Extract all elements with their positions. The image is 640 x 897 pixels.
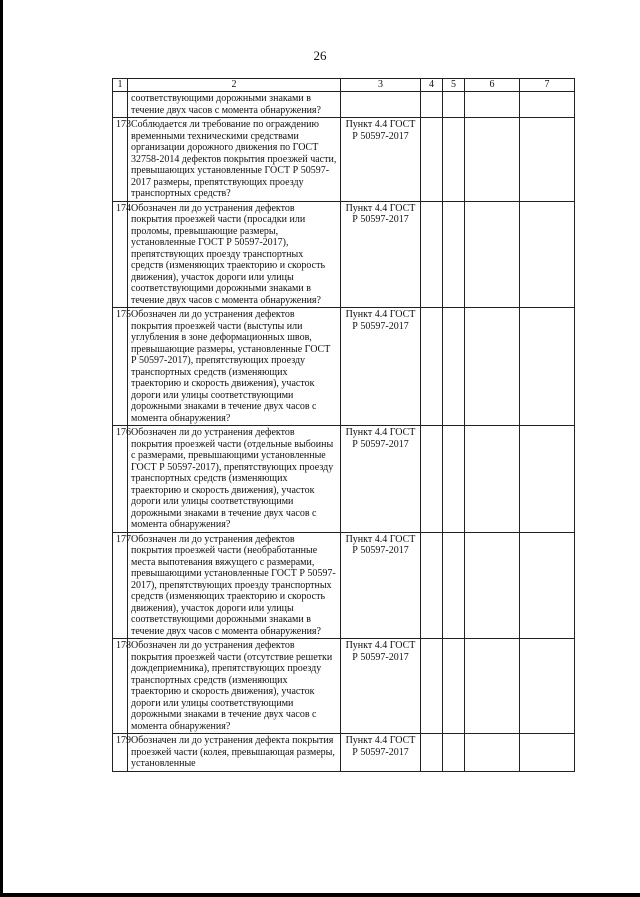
table-row bbox=[113, 734, 575, 772]
row-question: Обозначен ли до устранения дефектов покрытия проезжей части (отдельные выбоины с размерами, превышающими установленные ГОСТ Р 50597-2017), препятствующих проезду транспортных средств (изменяющих траекторию и скорость движения), участок дороги или улицы соответствующими дорожными знаками в течение двух часов с момента обнаружения? bbox=[128, 426, 341, 533]
row-cell-5 bbox=[443, 426, 465, 533]
row-number bbox=[113, 92, 128, 118]
row-cell-6 bbox=[465, 118, 520, 202]
row-number: 177 bbox=[113, 532, 128, 639]
row-reference: Пункт 4.4 ГОСТ Р 50597-2017 bbox=[341, 532, 421, 639]
row-cell-7 bbox=[520, 639, 575, 734]
row-cell-4 bbox=[421, 426, 443, 533]
row-cell-7 bbox=[520, 426, 575, 533]
row-reference: Пункт 4.4 ГОСТ Р 50597-2017 bbox=[341, 118, 421, 202]
row-reference: Пункт 4.4 ГОСТ Р 50597-2017 bbox=[341, 308, 421, 426]
row-cell-6 bbox=[465, 426, 520, 533]
row-cell-7 bbox=[520, 734, 575, 772]
row-question: Обозначен ли до устранения дефектов покрытия проезжей части (отсутствие решетки дождеприемника), препятствующих проезду транспортных средств (изменяющих траекторию и скорость движения), участок дороги или улицы соответствующими дорожными знаками в течение двух часов с момента обнаружения? bbox=[128, 639, 341, 734]
header-col-1: 1 bbox=[113, 79, 128, 92]
row-number: 173 bbox=[113, 118, 128, 202]
row-cell-5 bbox=[443, 639, 465, 734]
table-row bbox=[113, 118, 575, 202]
table-row bbox=[113, 426, 575, 533]
row-cell-6 bbox=[465, 532, 520, 639]
table-header-row bbox=[113, 79, 575, 92]
row-cell-5 bbox=[443, 201, 465, 308]
row-question: Обозначен ли до устранения дефектов покрытия проезжей части (просадки или проломы, превышающие размеры, установленные ГОСТ Р 50597-2017), препятствующих проезду транспортных средств (изменяющих траекторию и скорость движения), участок дороги или улицы соответствующими дорожными знаками в течение двух часов с момента обнаружения? bbox=[128, 201, 341, 308]
row-question: Обозначен ли до устранения дефекта покрытия проезжей части (колея, превышающая размеры, установленные bbox=[128, 734, 341, 772]
header-col-2: 2 bbox=[128, 79, 341, 92]
row-reference: Пункт 4.4 ГОСТ Р 50597-2017 bbox=[341, 201, 421, 308]
checklist-table bbox=[112, 78, 575, 772]
row-cell-4 bbox=[421, 734, 443, 772]
header-col-6: 6 bbox=[465, 79, 520, 92]
row-cell-4 bbox=[421, 92, 443, 118]
row-cell-6 bbox=[465, 734, 520, 772]
row-cell-7 bbox=[520, 201, 575, 308]
row-question: Соблюдается ли требование по ограждению временными техническими средствами организации дорожного движения по ГОСТ 32758-2014 дефектов покрытия проезжей части, превышающих установленные ГОСТ Р 50597-2017 размеры, препятствующих проезду транспортных средств? bbox=[128, 118, 341, 202]
row-reference: Пункт 4.4 ГОСТ Р 50597-2017 bbox=[341, 734, 421, 772]
row-reference: Пункт 4.4 ГОСТ Р 50597-2017 bbox=[341, 639, 421, 734]
row-cell-5 bbox=[443, 734, 465, 772]
row-cell-6 bbox=[465, 92, 520, 118]
row-cell-6 bbox=[465, 308, 520, 426]
row-number: 175 bbox=[113, 308, 128, 426]
row-number: 176 bbox=[113, 426, 128, 533]
row-number: 179 bbox=[113, 734, 128, 772]
row-cell-5 bbox=[443, 308, 465, 426]
row-cell-4 bbox=[421, 201, 443, 308]
row-cell-7 bbox=[520, 92, 575, 118]
row-number: 178 bbox=[113, 639, 128, 734]
row-reference: Пункт 4.4 ГОСТ Р 50597-2017 bbox=[341, 426, 421, 533]
row-reference bbox=[341, 92, 421, 118]
scan-bottom-edge bbox=[0, 893, 640, 897]
row-question: Обозначен ли до устранения дефектов покрытия проезжей части (выступы или углубления в зоне деформационных швов, превышающие размеры, установленные ГОСТ Р 50597-2017), препятствующих проезду транспортных средств (изменяющих траекторию и скорость движения), участок дороги или улицы соответствующими дорожными знаками в течение двух часов с момента обнаружения? bbox=[128, 308, 341, 426]
header-col-4: 4 bbox=[421, 79, 443, 92]
row-cell-5 bbox=[443, 532, 465, 639]
table-row bbox=[113, 532, 575, 639]
row-cell-4 bbox=[421, 308, 443, 426]
scan-left-edge bbox=[0, 0, 3, 897]
row-cell-7 bbox=[520, 308, 575, 426]
row-question: соответствующими дорожными знаками в течение двух часов с момента обнаружения? bbox=[128, 92, 341, 118]
table-row bbox=[113, 308, 575, 426]
row-cell-7 bbox=[520, 118, 575, 202]
header-col-7: 7 bbox=[520, 79, 575, 92]
page-number: 26 bbox=[313, 48, 327, 63]
row-cell-4 bbox=[421, 118, 443, 202]
row-cell-7 bbox=[520, 532, 575, 639]
header-col-3: 3 bbox=[341, 79, 421, 92]
row-cell-4 bbox=[421, 639, 443, 734]
row-cell-5 bbox=[443, 92, 465, 118]
row-question: Обозначен ли до устранения дефектов покрытия проезжей части (необработанные места выпотевания вяжущего с размерами, превышающими установленные ГОСТ Р 50597-2017), препятствующих проезду транспортных средств (изменяющих траекторию и скорость движения), участок дороги или улицы соответствующими дорожными знаками в течение двух часов с момента обнаружения? bbox=[128, 532, 341, 639]
table-row bbox=[113, 201, 575, 308]
row-cell-6 bbox=[465, 639, 520, 734]
row-number: 174 bbox=[113, 201, 128, 308]
header-col-5: 5 bbox=[443, 79, 465, 92]
row-cell-4 bbox=[421, 532, 443, 639]
row-cell-6 bbox=[465, 201, 520, 308]
table-row bbox=[113, 639, 575, 734]
row-cell-5 bbox=[443, 118, 465, 202]
table-row bbox=[113, 92, 575, 118]
